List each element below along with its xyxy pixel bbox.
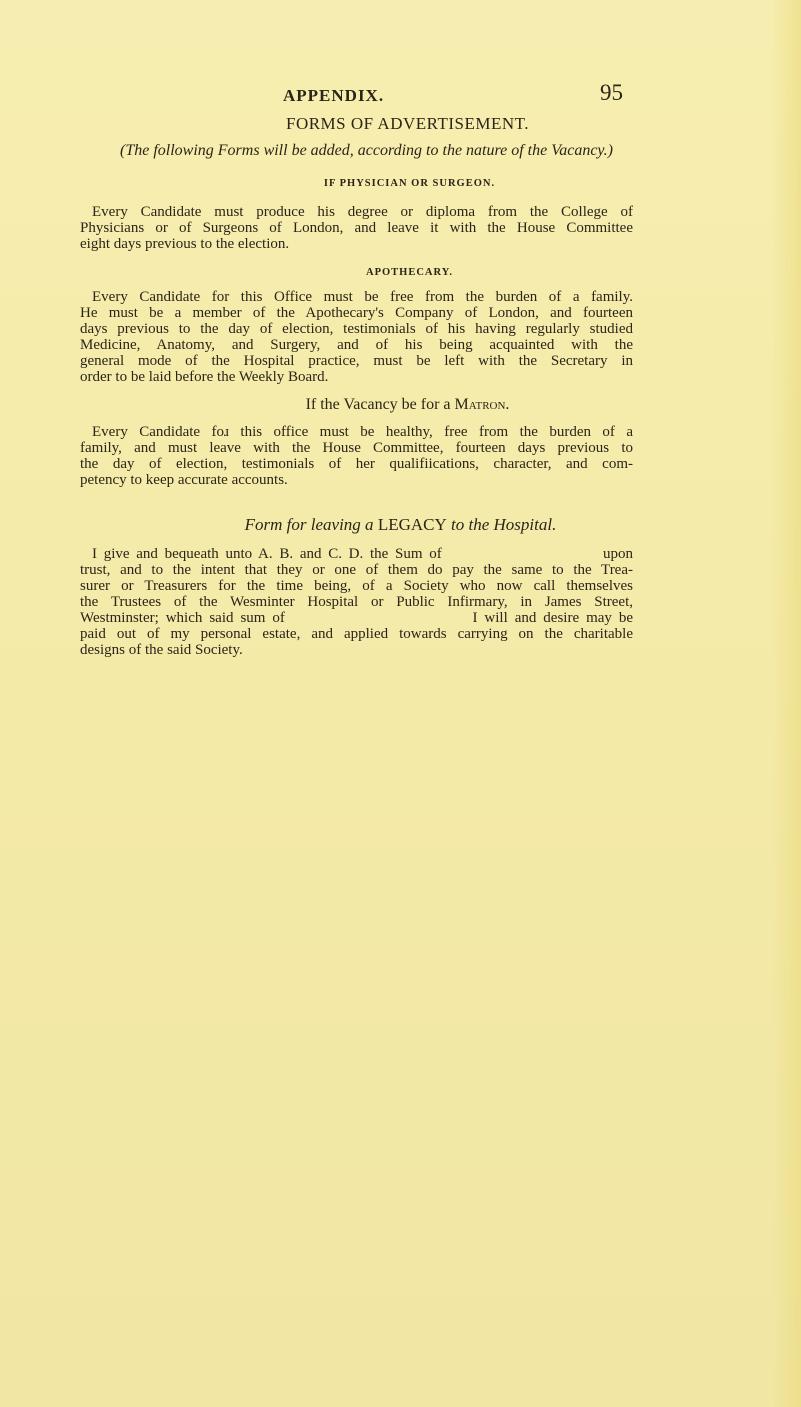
physician-paragraph: [80, 204, 633, 252]
text-line: the Trustees of the Wesminter Hospital or Public Infirmary, in James Street,: [80, 594, 633, 610]
text-line: designs of the said Society.: [80, 642, 243, 658]
text-line: Every Candidate for this Office must be free from the burden of a family.: [92, 289, 633, 305]
text-line: Every Candidate must produce his degree or diploma from the College of: [92, 204, 633, 220]
matron-paragraph: [80, 424, 633, 488]
apothecary-paragraph: [80, 289, 633, 385]
text-line: I give and bequeath unto A. B. and C. D. the Sum of upon: [92, 546, 633, 562]
matron-heading-word: Matron.: [454, 396, 510, 413]
text-line: Medicine, Anatomy, and Surgery, and of his being acquainted with the: [80, 337, 633, 353]
subtitle: (The following Forms will be added, according to the nature of the Vacancy.): [120, 142, 613, 159]
physician-heading: IF PHYSICIAN OR SURGEON.: [323, 178, 496, 189]
page-title: FORMS OF ADVERTISEMENT.: [285, 114, 529, 133]
matron-heading-prefix: If the Vacancy be for a: [305, 396, 455, 413]
text-line: order to be laid before the Weekly Board.: [80, 369, 329, 385]
matron-heading: [0, 396, 801, 414]
text-line: petency to keep accurate accounts.: [80, 472, 288, 488]
text-line: Every Candidate foɹ this office must be healthy, free from the burden of a: [92, 424, 633, 440]
legacy-paragraph: [80, 546, 633, 658]
legacy-heading-c: to the Hospital.: [446, 515, 557, 534]
running-title: APPENDIX.: [283, 86, 385, 105]
apothecary-heading: APOTHECARY.: [366, 267, 453, 278]
page-edge-shadow: [771, 0, 801, 1407]
legacy-heading-b: LEGACY: [377, 515, 447, 534]
text-line: days previous to the day of election, testimonials of his having regularly studied: [80, 321, 633, 337]
legacy-heading: [0, 515, 801, 535]
legacy-heading-a: Form for leaving a: [244, 515, 378, 534]
text-line: general mode of the Hospital practice, must be left with the Secretary in: [80, 353, 633, 369]
text-line: eight days previous to the election.: [80, 236, 290, 252]
text-line: He must be a member of the Apothecary's Company of London, and fourteen: [80, 305, 633, 321]
text-line: the day of election, testimonials of her qualifiications, character, and com-: [80, 456, 633, 472]
text-line: Physicians or of Surgeons of London, and leave it with the House Committee: [80, 220, 633, 236]
text-line: family, and must leave with the House Committee, fourteen days previous to: [80, 440, 633, 456]
text-line: surer or Treasurers for the time being, of a Society who now call themselves: [80, 578, 633, 594]
text-line: paid out of my personal estate, and applied towards carrying on the charitable: [80, 626, 633, 642]
page-number: 95: [600, 80, 623, 105]
text-line: trust, and to the intent that they or one of them do pay the same to the Trea-: [80, 562, 633, 578]
text-line: Westminster; which said sum of I will and desire may be: [80, 610, 633, 626]
